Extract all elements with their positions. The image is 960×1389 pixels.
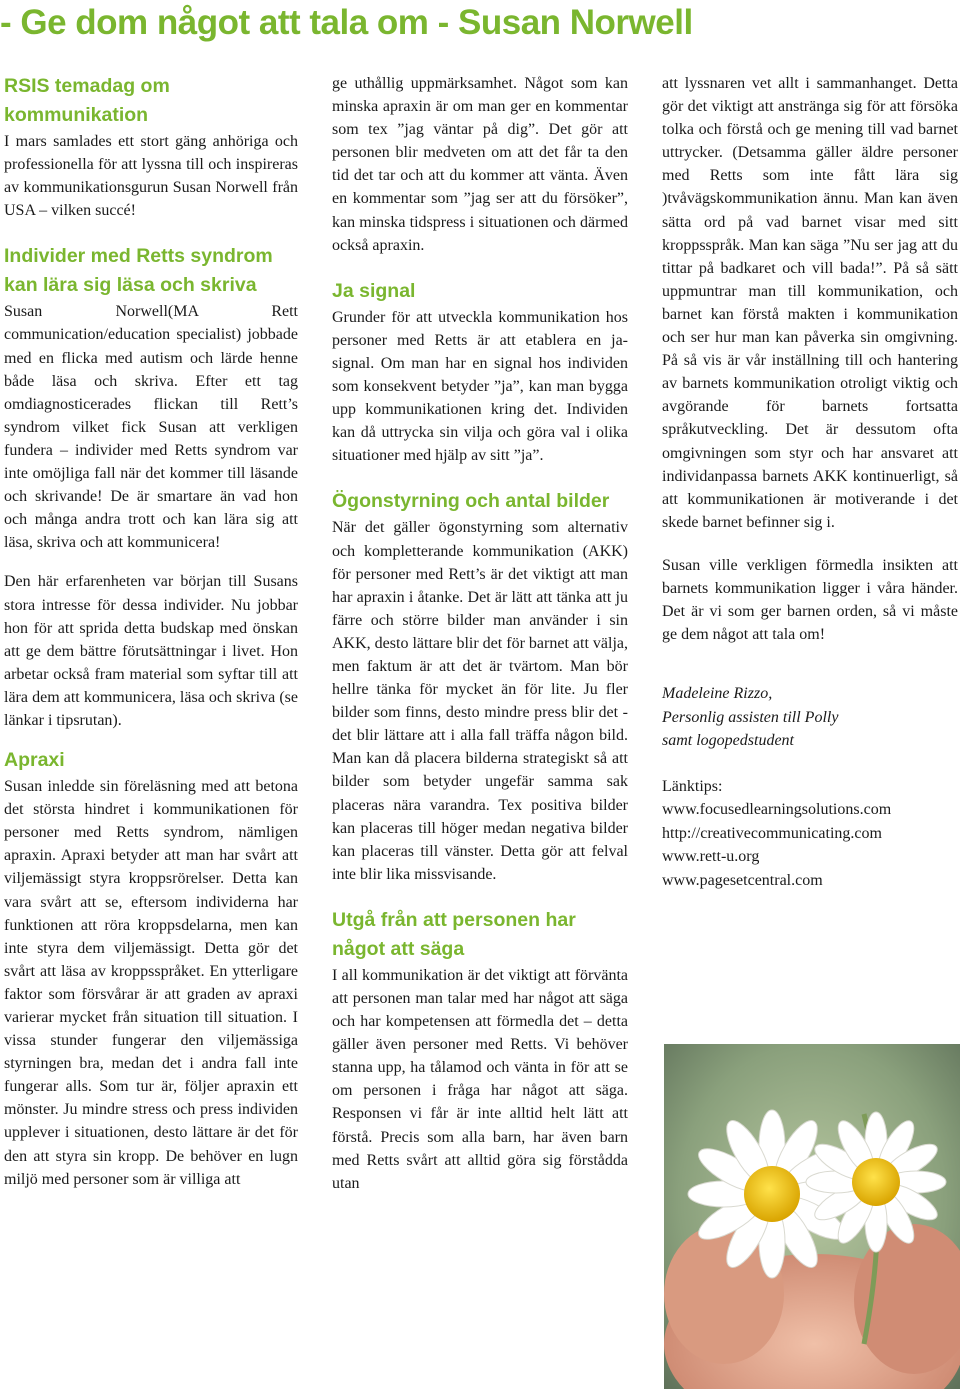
column-2 [332, 72, 628, 1195]
paragraph-susan: Susan ville verkligen förmedla insikten att barnets kommunikation ligger i våra händer. Det är vi som ger barnen orden, så vi måste ge dem något att tala om! [662, 556, 958, 644]
link-tips [662, 775, 958, 893]
link-item[interactable]: www.pagesetcentral.com [662, 871, 823, 889]
signature-name: Madeleine Rizzo, [662, 685, 773, 703]
heading-apraxi: Apraxi [4, 749, 65, 772]
daisy-flowers-icon [664, 1044, 960, 1389]
heading-ogonstyrning: Ögonstyrning och antal bilder [332, 490, 610, 513]
paragraph-continued-3: att lyssnaren vet allt i sammanhanget. Detta gör det viktigt att anstränga sig för att försöka tolka och förstå och ge mening till vad barnet uttrycker. (Detsamma gäller äldre personer med Retts som inte fått lära sig )tvåvägskommunikation ännu. Man kan även sätta ord på vad barnet visar med sitt kroppsspråk. Man kan säga ”Nu ser jag att du tittar på badkaret och vill bada!”. På så sätt uppmuntrar man till kommunikation, och barnet kan förstå makten i kommunikation och ser hur man kan påverka sin omgivning. På så vis är vår inställning till och hantering av barnets kommunikation otroligt viktig och avgörande för barnets fortsatta språkutveckling. Det är dessutom ofta omgivningen som styr och har ansvaret att individanpassa barnets AKK kontinuerligt, så att kommunikationen är motiverande i det skede barnet befinner sig i. [662, 75, 958, 531]
paragraph-apraxi: Susan inledde sin föreläsning med att betona det största hindret i kommunikationen för personer med Retts syndrom, nämligen apraxin. Apraxi betyder att man har svårt att viljemässigt styra kroppsrörelser. Detta kan vara svårt att se, eftersom individerna har funktionen att röra kroppsdelarna, men kan inte styra dem viljemässigt. Detta gör det svårt att läsa av kroppsspråket. En ytterligare faktor som försvårar är att graden av apraxi varierar mycket från situation till situation. I vissa stunder fungerar den viljemässiga styrningen bra, medan det i andra fall inte fungerar alls. Som tur är, följer apraxin ett mönster. Ju mindre stress och press individen upplever i situationen, desto lättare är det för den att styra sin kropp. De behöver en lugn miljö med personer som är villiga att [4, 778, 298, 1188]
page-title: - Ge dom något att tala om - Susan Norwell [0, 3, 693, 42]
link-item[interactable]: www.rett-u.org [662, 848, 760, 866]
paragraph-ogonstyrning: När det gäller ögonstyrning som alternativ och kompletterande kommunikation (AKK) för personer med Rett’s är det viktigt att man har apraxin i åtanke. Det är lätt att tänka att ju färre och större bilder man använder i sin AKK, desto lättare blir det för barnet att välja, men faktum är att det är tvärtom. Man bör hellre tänka för mycket än för lite. Ju fler bilder som finns, desto mindre press blir det - det blir lättare att i alla fall träffa någon bild. Man kan då placera bilderna strategiskt så att bilder som betyder ungefär samma sak placeras nära varandra. Tex positiva bilder kan placeras till höger medan negativa bilder kan placeras till vänster. Detta gör att felval inte blir lika missvisande. [332, 519, 628, 883]
paragraph-continued: ge uthållig uppmärksamhet. Något som kan minska apraxin är om man ger en kommentar som tex ”jag väntar på dig”. Det gör att personen blir medveten om att det får ta den tid det tar och att du kommer att vänta. Även en kommentar som ”jag ser att du försöker”, kan minska tidspress i situationen och därmed också apraxin. [332, 75, 628, 254]
signature-role-2: samt logopedstudent [662, 732, 794, 750]
signature-role: Personlig assisten till Polly [662, 708, 839, 726]
heading-intro: RSIS temadag om kommunikation [4, 75, 170, 126]
paragraph-erfarenhet: Den här erfarenheten var början till Susans stora intresse för dessa individer. Nu jobbar hon för att sprida detta budskap med önskan att ge dem bättre förutsättningar i livet. Hon arbetar också fram material som syftar till att lära dem att kommunicera, läsa och skriva (se länkar i tipsrutan). [4, 573, 298, 729]
paragraph-intro: I mars samlades ett stort gäng anhöriga och professionella för att lyssna till och inspireras av kommunikationsgurun Susan Norwell från USA – vilken succé! [4, 133, 298, 220]
heading-utga: Utgå från att personen har något att säga [332, 908, 576, 960]
heading-ja-signal: Ja signal [332, 279, 416, 302]
signature [662, 682, 958, 753]
heading-individer: Individer med Retts syndrom kan lära sig läsa och skriva [4, 245, 273, 297]
link-tips-title: Länktips: [662, 777, 723, 795]
paragraph-individer: Susan Norwell(MA Rett communication/education specialist) jobbade med en flicka med autism och lärde henne både läsa och skriva. Efter ett tag omdiagnosticerades flickan till Rett’s syndrom vilket fick Susan att verkligen fundera – individer med Retts syndrom var inte omöjliga fall när det kommer till läsande och skrivande! De är smartare än vad hon och många andra trott och kan lära sig att läsa, skriva och att kommunicera! [4, 303, 298, 552]
paragraph-ja-signal: Grunder för att utveckla kommunikation hos personer med Retts är att etablera en ja-signal. Om man har en signal hos individen som konsekvent betyder ”ja”, kan man bygga upp kommunikationen kring det. Individen kan då uttrycka sin vilja och göra val i olika situationer med hjälp av sitt ”ja”. [332, 308, 628, 465]
paragraph-utga: I all kommunikation är det viktigt att förvänta att personen man talar med har något att säga och har kompetensen att förmedla det – detta gäller även personer med Retts. Vi behöver stanna upp, ha tålamod och vänta in för att se om personen i fråga har något att säga. Responsen vi får är inte alltid helt lätt att förstå. Precis som alla barn, har även barn med Retts svårt att alltid göra sig förstådda utan [332, 966, 628, 1192]
link-item[interactable]: www.focusedlearningsolutions.com [662, 801, 892, 819]
column-1 [4, 72, 298, 1191]
column-3 [662, 72, 958, 892]
link-item[interactable]: http://creativecommunicating.com [662, 824, 882, 842]
daisy-photo [664, 1044, 960, 1389]
